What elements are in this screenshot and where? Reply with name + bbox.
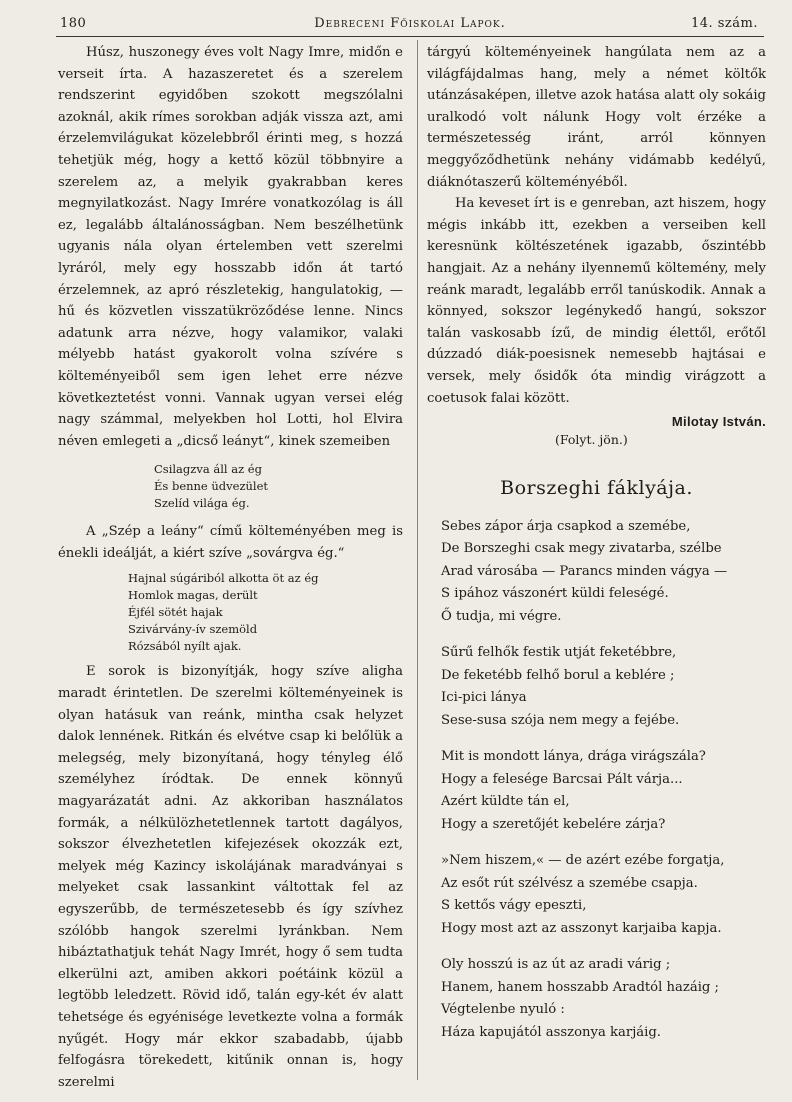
verse-quote	[128, 570, 403, 655]
right-column	[427, 42, 766, 1058]
paragraph: A „Szép a leány“ című költeményében meg is énekli ideálját, a kiért szíve „sovárgva ég.“	[58, 524, 403, 561]
left-column	[58, 42, 403, 1093]
poem-stanza	[441, 746, 766, 836]
verse-line: Homlok magas, derült	[128, 588, 258, 603]
header-rule	[56, 36, 764, 37]
poem-line: De Borszeghi csak megy zivatarba, szélbe	[441, 541, 722, 557]
verse-line: Csilagzva áll az ég	[154, 462, 262, 477]
poem-line: S kettős vágy epeszti,	[441, 898, 587, 914]
poem-line: De feketébb felhő borul a keblére ;	[441, 667, 675, 683]
poem-stanza	[441, 642, 766, 732]
verse-line: Hajnal súgáriból alkotta öt az ég	[128, 571, 319, 586]
verse-line: És benne üdvezület	[154, 479, 269, 494]
poem-line: Ő tudja, mi végre.	[441, 608, 562, 624]
verse-quote	[154, 461, 403, 512]
journal-title: Debreceni Főiskolai Lapok.	[314, 16, 506, 31]
poem-line: Hogy a felesége Barcsai Pált várja...	[441, 771, 683, 787]
paragraph: tárgyú költeményeinek hangúlata nem az a világfájdalmas hang, mely a német költők utánzásaképen, illetve azok hatása alatt oly sokáig uralkodó volt nálunk Hogy volt érzéke a természetesség iránt, arról könnyen meggyőződhetünk nehány vidámabb kedélyű, diáknótaszerű költeményéből.	[427, 45, 766, 190]
poem-line: »Nem hiszem,« — de azért ezébe forgatja,	[441, 853, 725, 869]
poem-line: Arad városába — Parancs minden vágya —	[441, 563, 728, 579]
column-divider	[417, 40, 418, 1080]
author-signature: Milotay István.	[671, 414, 766, 430]
poem-line: Sebes zápor árja csapkod a szemébe,	[441, 518, 691, 534]
poem-line: Végtelenbe nyuló :	[441, 1002, 565, 1018]
poem-line: Az esőt rút szélvész a szemébe csapja.	[441, 875, 698, 891]
poem-stanza	[441, 954, 766, 1044]
poem-line: Hanem, hanem hosszabb Aradtól hazáig ;	[441, 979, 719, 995]
verse-line: Éjfél sötét hajak	[128, 605, 223, 620]
continued-note: (Folyt. jön.)	[555, 431, 628, 447]
paragraph: Ha keveset írt is e genreban, azt hiszem, hogy mégis inkább itt, ezekben a verseiben kell keresnünk költészetének igazabb, őszintébb hangjait. Az a nehány ilyennemű költemény, mely reánk maradt, legalább erről tanúskodik. Annak a könnyed, sokszor legénykedő hangú, sokszor talán vaskosabb ízű, de mindig élettől, erőtől dúzzadó diák-poesisnek nemesebb hajtásai e versek, mely ősidők óta mindig virágzott a coetusok falai között.	[427, 196, 766, 406]
poem-line: Sese-susa szója nem megy a fejébe.	[441, 712, 680, 728]
poem-line: Mit is mondott lánya, drága virágszála?	[441, 749, 706, 765]
paragraph: Húsz, huszonegy éves volt Nagy Imre, midőn e verseit írta. A hazaszeretet és a szerelem rendszerint egyidőben szokott megszólalni azoknál, akik rímes sorokban adják vissza azt, ami érzelemvilágukat közelebbről érinti meg, s hozzá tehetjük még, hogy a kettő közül többnyire a szerelem az, a melyik gyakrabban keres megnyilatkozást. Nagy Imrére vonatkozólag is áll ez, legalább általánosságban. Nem beszélhetünk ugyanis nála olyan értelemben vett szerelmi lyráról, mely egy hosszabb időn át tartó érzelemnek, az apró részletekig, hangulatokig, — hű és közvetlen visszatükröződése lenne. Nincs adatunk arra nézve, hogy valamikor, valaki mélyebb hatást gyakorolt volna szívére s költeményeiből sem igen lehet erre nézve következtetést vonni. Vannak ugyan versei elég nagy számmal, melyekben hol Lotti, hol Elvira néven emlegeti a „dicső leányt“, kinek szemeiben	[58, 45, 403, 449]
poem-line: Háza kapujától asszonya karjáig.	[441, 1024, 661, 1040]
poem-title: Borszeghi fáklyája.	[500, 477, 693, 500]
verse-line: Szelíd világa ég.	[154, 496, 250, 511]
page-number: 180	[60, 16, 87, 31]
page-header	[56, 14, 764, 36]
paragraph: E sorok is bizonyítják, hogy szíve aligha maradt érintetlen. De szerelmi költeményeinek is olyan hatásuk van reánk, mintha csak helyzet dalok lennének. Ritkán és elvétve csap ki belőlük a melegség, mely bizonyítaná, hogy tényleg élő személyhez íródtak. De ennek könnyű magyarázatát adni. Az akkoriban használatos formák, a nélkülözhetetlennek tartott dagályos, sokszor élvezhetetlen kifejezések okozzák ezt, melyek még Kazincy iskolájának maradványai s melyeket csak lassankint váltottak fel az egyszerűbb, de természetesebb és így szívhez szólóbb hangok szerelmi lyránkban. Nem hibáztathatjuk tehát Nagy Imrét, hogy ő sem tudta elkerülni azt, amiben akkori poétáink közül a legtöbb leledzett. Rövid idő, talán egy-két év alatt tehetsége és egyénisége levetkezte volna a formák nyűgét. Hogy már ekkor szabadabb, újabb felfogásra törekedett, kitűnik onnan is, hogy szerelmi	[58, 664, 403, 1090]
verse-line: Rózsából nyílt ajak.	[128, 639, 242, 654]
poem-line: Sűrű felhők festik utját feketébbre,	[441, 645, 677, 661]
poem-line: Azért küldte tán el,	[441, 794, 570, 810]
poem-line: Ici-pici lánya	[441, 690, 527, 706]
issue-number: 14. szám.	[690, 16, 758, 31]
poem-line: Oly hosszú is az út az aradi várig ;	[441, 957, 671, 973]
poem-line: Hogy a szeretőjét kebelére zárja?	[441, 816, 666, 832]
poem-line: Hogy most azt az asszonyt karjaiba kapja.	[441, 920, 722, 936]
poem-stanza	[441, 850, 766, 940]
poem-stanza	[441, 516, 766, 629]
poem-line: S ipához vászonért küldi feleségé.	[441, 586, 669, 602]
verse-line: Szivárvány-ív szemöld	[128, 622, 258, 637]
